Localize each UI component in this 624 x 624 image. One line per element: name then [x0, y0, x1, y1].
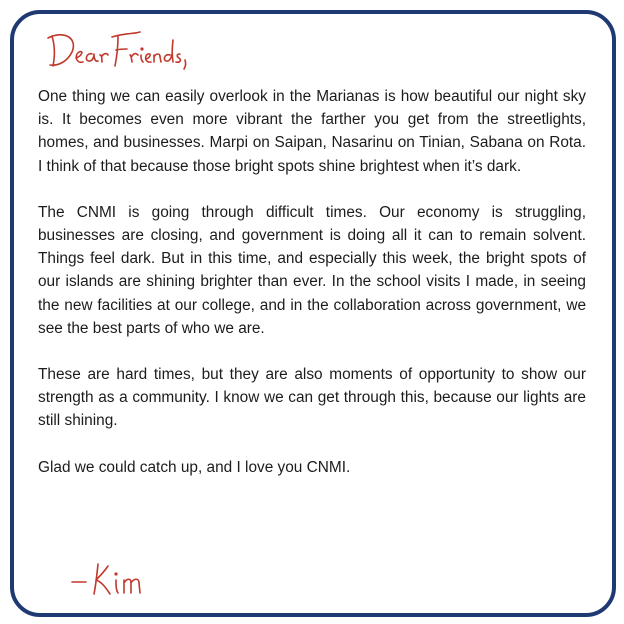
greeting-handwritten	[46, 24, 196, 72]
paragraph-2: The CNMI is going through difficult times. Our economy is struggling, businesses are closing, and government is doing all it can to remain solvent. Things feel dark. But in this time, and especially this week, the bright spots of our islands are shining brighter than ever. In the school visits I made, in seeing the new facilities at our college, and in the collaboration across government, we see the best parts of who we are.	[38, 203, 586, 337]
signature-handwritten	[68, 558, 168, 598]
paragraph-1: One thing we can easily overlook in the Marianas is how beautiful our night sky is. It becomes even more vibrant the farther you get from the streetlights, homes, and businesses. Marpi on Saipan, Nasarinu on Tinian, Sabana on Rota. I think of that because those bright spots shine brightest when it’s dark.	[38, 88, 586, 175]
paragraph-3: These are hard times, but they are also moments of opportunity to show our strength as a community. I know we can get through this, because our lights are still shining.	[38, 366, 586, 430]
paragraph-4: Glad we could catch up, and I love you CNMI.	[38, 458, 351, 476]
letter-body	[38, 85, 586, 502]
